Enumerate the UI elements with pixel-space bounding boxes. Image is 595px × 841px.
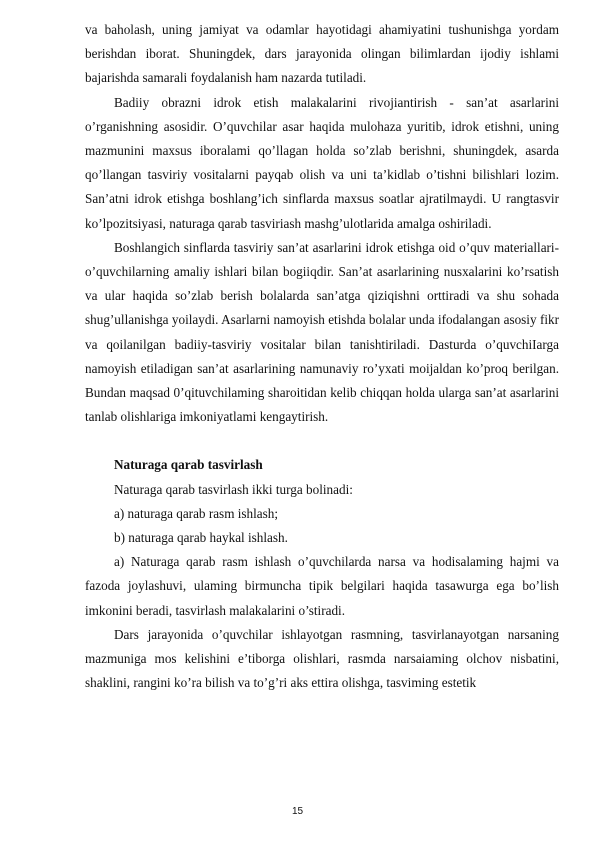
paragraph: Boshlangich sinflarda tasviriy san’at asarlarini idrok etishga oid o’quv materiallari-o’quvchilarning amaliy ishlari bilan bogiiqdir. San’at asarlarining nusxalarini ko’rsatish va ular haqida so’zlab berish bolalarda san’atga qiziqishni orttiradi va shu sohada shug’ullanishga yoilaydi. Asarlarni namoyish etishda bolalar unda ifodalangan asosiy fikr va qoilanilgan badiiy-tasviriy vositalar bilan tanishtiriladi. Dasturda o’quvchiIarga namoyish etiladigan san’at asarlarining namunaviy ro’yxati moijaldan ko’proq berilgan. Bundan maqsad 0’qituvchilaming sharoitidan kelib chiqqan holda ularga san’at asarlarini tanlab olishlariga imkoniyatlami kengaytirish. xyxy=(85,239,559,425)
paragraph: Naturaga qarab tasvirlash ikki turga bolinadi: xyxy=(114,481,353,497)
list-item: b) naturaga qarab haykal ishlash. xyxy=(114,530,288,546)
section-heading: Naturaga qarab tasvirlash xyxy=(114,457,263,473)
section-gap xyxy=(85,429,559,453)
paragraph-continuation: va baholash, uning jamiyat va odamlar hayotidagi ahamiyatini tushunishga yordam berishdan iborat. Shuningdek, dars jarayonida olingan bilimlardan ijodiy ishlami bajarishda samarali foydalanish ham nazarda tutiladi. xyxy=(85,22,559,86)
paragraph: a) Naturaga qarab rasm ishlash o’quvchilarda narsa va hodisalaming hajmi va fazoda joylashuvi, ulaming birmuncha tipik belgilari haqida tasawurga ega bo’lish imkonini beradi, tasvirlash malakalarini o’stiradi. xyxy=(85,554,559,618)
list-item: a) naturaga qarab rasm ishlash; xyxy=(114,505,279,521)
document-page xyxy=(85,18,559,695)
paragraph: Badiiy obrazni idrok etish malakalarini rivojiantirish - san’at asarlarini o’rganishning asosidir. O’quvchilar asar haqida mulohaza yuritib, idrok etishni, uning mazmunini maxsus iboralami qo’llagan holda so’zlab berishni, shuningdek, asarda qo’llangan tasviriy vositalarni payqab olish va uni ta’kidlab o’tishni bilishlari lozim. San’atni idrok etishga boshlang’ich sinflarda maxsus soatlar ajratilmaydi. U rangtasvir ko’lpozitsiyasi, naturaga qarab tasviriash mashg’ulotlarida amalga oshiriladi. xyxy=(85,94,559,231)
paragraph: Dars jarayonida o’quvchilar ishlayotgan rasmning, tasvirlanayotgan narsaning mazmuniga mos kelishini e’tiborga olishlari, rasmda narsaiaming olchov nisbatini, shaklini, rangini ko’ra bilish va to’g’ri aks ettira olishga, tasviming estetik xyxy=(85,626,559,691)
page-number: 15 xyxy=(291,806,304,817)
